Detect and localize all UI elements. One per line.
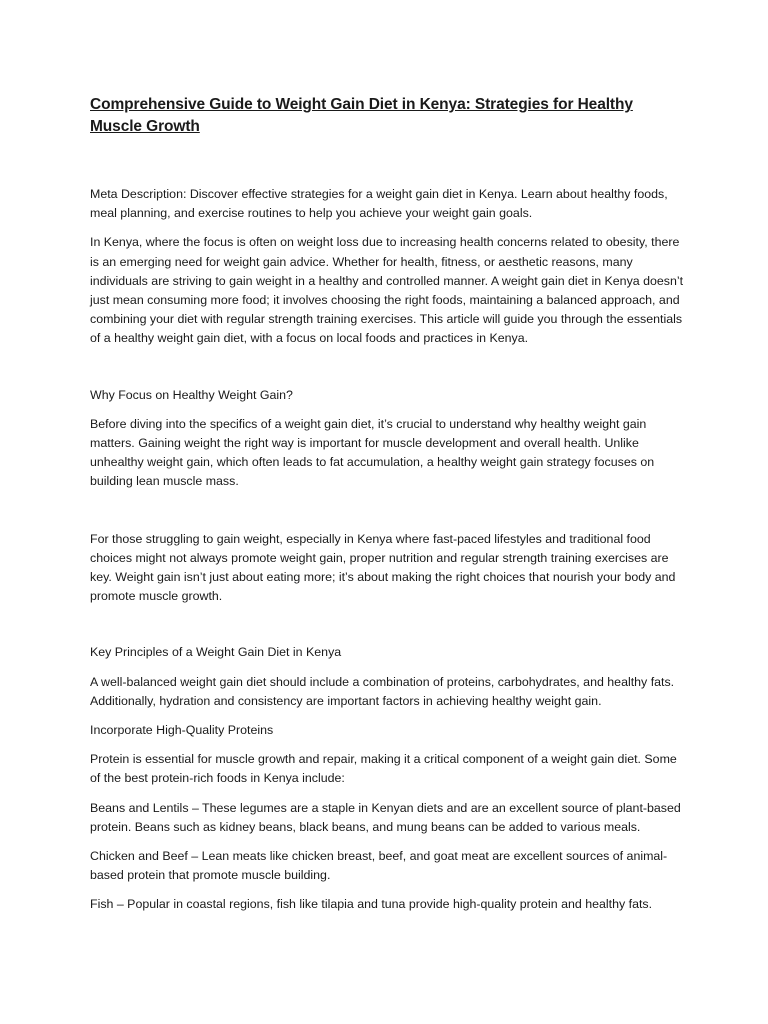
intro-paragraph: In Kenya, where the focus is often on weight loss due to increasing health concerns related to obesity, there is an emerging need for weight gain advice. Whether for health, fitness, or aesthetic reasons, many individuals are striving to gain weight in a healthy and controlled manner. A weight gain diet in Kenya doesn’t just mean consuming more food; it involves choosing the right foods, maintaining a balanced approach, and combining your diet with regular strength training exercises. This article will guide you through the essentials of a healthy weight gain diet, with a focus on local foods and practices in Kenya. xyxy=(90,235,684,346)
list-item-beans-lentils: Beans and Lentils – These legumes are a staple in Kenyan diets and are an excellent source of plant-based protein. Beans such as kidney beans, black beans, and mung beans can be added to various meals. xyxy=(90,800,681,834)
document-title: Comprehensive Guide to Weight Gain Diet in Kenya: Strategies for Healthy Muscle Growth xyxy=(90,96,633,135)
list-item-chicken-beef: Chicken and Beef – Lean meats like chicken breast, beef, and goat meat are excellent sources of animal-based protein that promote muscle building. xyxy=(90,849,668,883)
key-principles-paragraph: A well-balanced weight gain diet should include a combination of proteins, carbohydrates, and healthy fats. Additionally, hydration and consistency are important factors in achieving healthy weight gain. xyxy=(90,674,675,708)
why-focus-paragraph-1: Before diving into the specifics of a weight gain diet, it’s crucial to understand why healthy weight gain matters. Gaining weight the right way is important for muscle development and overall health. Unlike unhealthy weight gain, which often leads to fat accumulation, a healthy weight gain strategy focuses on building lean muscle mass. xyxy=(90,416,655,489)
document-page xyxy=(90,94,685,925)
section-heading-key-principles: Key Principles of a Weight Gain Diet in Kenya xyxy=(90,645,342,660)
proteins-paragraph: Protein is essential for muscle growth and repair, making it a critical component of a weight gain diet. Some of the best protein-rich foods in Kenya include: xyxy=(90,752,677,786)
why-focus-paragraph-2: For those struggling to gain weight, especially in Kenya where fast-paced lifestyles and traditional food choices might not always promote weight gain, proper nutrition and regular strength training exercises are key. Weight gain isn’t just about eating more; it’s about making the right choices that nourish your body and promote muscle growth. xyxy=(90,531,676,604)
meta-description: Meta Description: Discover effective strategies for a weight gain diet in Kenya. Learn about healthy foods, meal planning, and exercise routines to help you achieve your weight gain goals. xyxy=(90,187,668,221)
section-heading-why-focus: Why Focus on Healthy Weight Gain? xyxy=(90,387,293,402)
subheading-proteins: Incorporate High-Quality Proteins xyxy=(90,723,274,738)
list-item-fish: Fish – Popular in coastal regions, fish like tilapia and tuna provide high-quality protein and healthy fats. xyxy=(90,897,653,912)
